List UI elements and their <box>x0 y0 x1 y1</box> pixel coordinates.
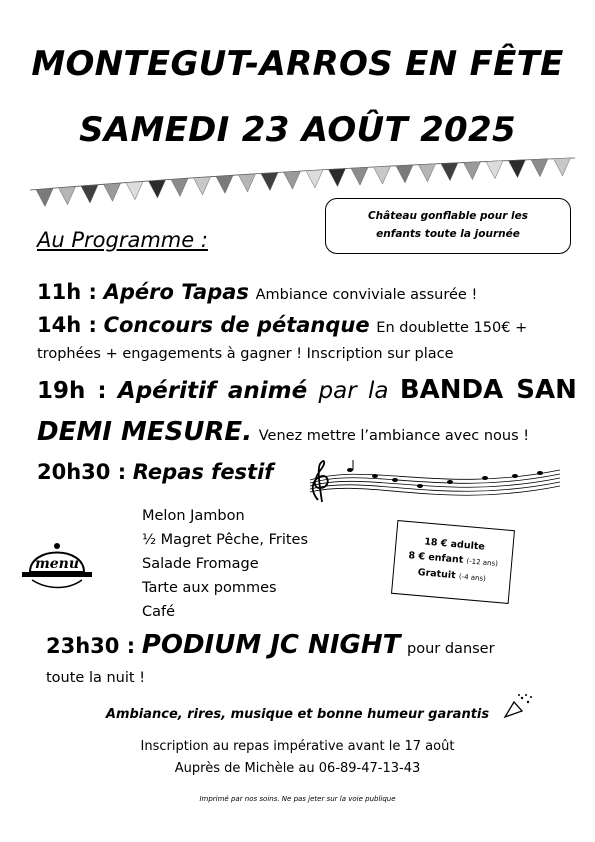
event-23h30 <box>46 630 495 660</box>
event-19h <box>37 375 577 405</box>
event-connector: par la <box>318 378 389 404</box>
event-detail: Venez mettre l’ambiance avec nous ! <box>258 428 530 444</box>
title-line-2: SAMEDI 23 AOÛT 2025 <box>79 110 516 150</box>
event-20h30 <box>37 460 273 484</box>
price-free-note: (-4 ans) <box>458 572 487 583</box>
bunting-flag <box>486 161 503 179</box>
event-19h-line2 <box>37 417 529 447</box>
bunting-flag <box>239 174 256 192</box>
menu-icon-label: menu <box>34 556 80 572</box>
bunting-flag <box>194 177 211 195</box>
event-11h <box>37 280 477 304</box>
registration-line-2: Auprès de Michèle au 06-89-47-13-43 <box>174 761 421 776</box>
event-name: Repas festif <box>132 460 274 484</box>
party-popper-icon <box>502 692 534 720</box>
event-time: 11h : <box>37 280 97 304</box>
bunting-flag <box>351 167 368 185</box>
band-name: DEMI MESURE. <box>37 417 253 447</box>
bunting-flag <box>81 185 98 203</box>
registration-line-1: Inscription au repas impérative avant le 17 août <box>140 739 455 754</box>
bunting-flag <box>59 187 76 205</box>
bunting-flag <box>261 173 278 191</box>
bunting-flag <box>329 169 346 187</box>
event-name: Apéritif animé <box>117 378 308 404</box>
event-23h30-detail: toute la nuit ! <box>46 670 146 686</box>
bunting-flag <box>554 158 571 176</box>
event-time: 23h30 : <box>46 634 136 658</box>
menu-item: Melon Jambon <box>142 508 245 524</box>
menu-list <box>142 504 308 624</box>
event-detail: pour danser <box>407 641 495 657</box>
event-name: Concours de pétanque <box>103 313 370 337</box>
event-detail: En doublette 150€ + <box>376 320 528 336</box>
price-free-value: Gratuit <box>417 566 457 582</box>
bunting-flag <box>306 170 323 188</box>
event-14h <box>37 313 527 337</box>
menu-item: Tarte aux pommes <box>142 580 277 596</box>
price-box <box>391 520 515 604</box>
price-child-note: (-12 ans) <box>466 557 499 568</box>
event-time: 19h : <box>37 378 107 404</box>
menu-item: ½ Magret Pêche, Frites <box>142 532 309 548</box>
bunting-flag <box>104 183 121 201</box>
bunting-flag <box>149 180 166 198</box>
band-name: BANDA SAN <box>399 375 577 405</box>
bunting-flag <box>464 162 481 180</box>
bunting-flag <box>396 165 413 183</box>
bunting-flag <box>419 164 436 182</box>
menu-item: Salade Fromage <box>142 556 259 572</box>
callout-line-2: enfants toute la journée <box>376 228 520 240</box>
bunting-flag <box>216 175 233 193</box>
callout-line-1: Château gonflable pour les <box>367 210 529 222</box>
bunting-flag <box>284 171 301 189</box>
menu-cloche-icon <box>18 528 96 606</box>
price-child-value: 8 € enfant <box>408 550 464 566</box>
bunting-flag <box>531 159 548 177</box>
event-name: Apéro Tapas <box>103 280 249 304</box>
tagline: Ambiance, rires, musique et bonne humeur garantis <box>105 707 490 722</box>
bunting-flag <box>171 178 188 196</box>
bunting-flag <box>441 163 458 181</box>
bunting-flag <box>126 182 143 200</box>
programme-heading: Au Programme : <box>37 228 208 252</box>
title-line-1: MONTEGUT-ARROS EN FÊTE <box>31 44 564 84</box>
footer-note: Imprimé par nos soins. Ne pas jeter sur la voie publique <box>199 795 396 803</box>
price-adult: 18 € adulte <box>423 536 486 553</box>
event-time: 20h30 : <box>37 460 127 484</box>
bunting-flag <box>509 160 526 178</box>
bunting-flag <box>374 166 391 184</box>
music-notes-icon <box>300 458 570 503</box>
menu-item: Café <box>142 604 176 620</box>
event-14h-detail: trophées + engagements à gagner ! Inscription sur place <box>37 346 454 362</box>
bunting-flag <box>36 189 53 207</box>
event-time: 14h : <box>37 313 97 337</box>
event-name: PODIUM JC NIGHT <box>141 630 401 660</box>
event-detail: Ambiance conviviale assurée ! <box>255 287 478 303</box>
bouncy-castle-callout <box>325 198 571 254</box>
